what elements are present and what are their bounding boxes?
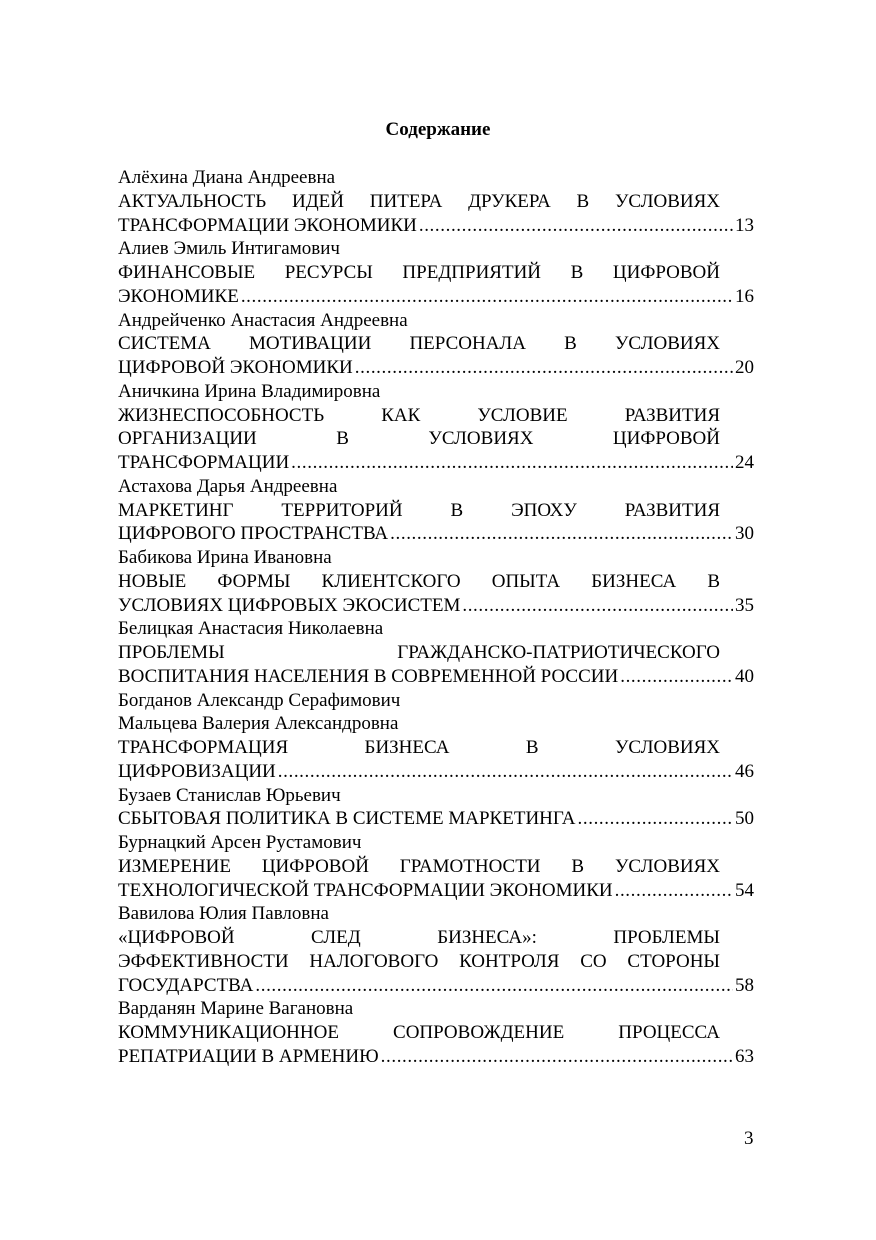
toc-entry-final-line <box>118 356 754 380</box>
toc-entry[interactable] <box>118 237 754 308</box>
dot-leader <box>241 285 733 309</box>
dot-leader <box>355 356 733 380</box>
toc-entry-title-line: СБЫТОВАЯ ПОЛИТИКА В СИСТЕМЕ МАРКЕТИНГА <box>118 808 576 830</box>
toc-entry-author: Аничкина Ирина Владимировна <box>118 380 381 402</box>
toc-entry-page-number: 58 <box>735 974 754 996</box>
toc-entry[interactable] <box>118 546 754 617</box>
dot-leader <box>390 522 733 546</box>
toc-entry-title-line: ИЗМЕРЕНИЕ ЦИФРОВОЙ ГРАМОТНОСТИ В УСЛОВИЯХ <box>118 855 720 877</box>
dot-leader <box>255 974 733 998</box>
toc-entry[interactable] <box>118 831 754 902</box>
toc-entry-title-line: НОВЫЕ ФОРМЫ КЛИЕНТСКОГО ОПЫТА БИЗНЕСА В <box>118 570 720 592</box>
toc-entry-page-number: 13 <box>735 214 754 236</box>
toc-entry-title-line: ПРОБЛЕМЫ ГРАЖДАНСКО-ПАТРИОТИЧЕСКОГО <box>118 642 720 663</box>
toc-entry-page-number: 24 <box>735 452 754 473</box>
toc-entry-final-line <box>118 214 754 238</box>
toc-entry-title-line: АКТУАЛЬНОСТЬ ИДЕЙ ПИТЕРА ДРУКЕРА В УСЛОВИЯХ <box>118 190 720 212</box>
toc-entry-author: Алиев Эмиль Интигамович <box>118 238 340 260</box>
toc-entry-title-line: ТРАНСФОРМАЦИИ ЭКОНОМИКИ <box>118 214 417 236</box>
toc-entry-author: Бузаев Станислав Юрьевич <box>118 784 341 806</box>
toc-entry-final-line <box>118 879 754 903</box>
toc-entry-page-number: 54 <box>735 879 754 901</box>
dot-leader <box>620 665 733 689</box>
dot-leader <box>462 594 733 618</box>
toc-entry-final-line <box>118 974 754 998</box>
toc-entry-title-line: ФИНАНСОВЫЕ РЕСУРСЫ ПРЕДПРИЯТИЙ В ЦИФРОВОЙ <box>118 262 720 283</box>
toc-entry-title-line: РЕПАТРИАЦИИ В АРМЕНИЮ <box>118 1045 379 1067</box>
toc-entry-author: Астахова Дарья Андреевна <box>118 475 338 497</box>
toc-entry-page-number: 30 <box>735 523 754 545</box>
toc-entry[interactable] <box>118 309 754 380</box>
table-of-contents <box>118 166 754 1069</box>
toc-entry-final-line <box>118 1045 754 1069</box>
toc-entry-author: Бабикова Ирина Ивановна <box>118 547 332 568</box>
toc-entry-final-line <box>118 522 754 546</box>
toc-entry-title-line: ГОСУДАРСТВА <box>118 974 254 996</box>
dot-leader <box>419 214 733 238</box>
toc-entry-title-line: ТРАНСФОРМАЦИИ <box>118 452 290 473</box>
toc-entry-page-number: 20 <box>735 357 754 378</box>
toc-entry-author: Алёхина Диана Андреевна <box>118 167 336 188</box>
toc-entry[interactable] <box>118 475 754 546</box>
toc-entry[interactable] <box>118 380 754 475</box>
toc-entry-page-number: 16 <box>735 285 754 307</box>
toc-entry-title-line: «ЦИФРОВОЙ СЛЕД БИЗНЕСА»: ПРОБЛЕМЫ <box>118 927 720 948</box>
toc-entry[interactable] <box>118 784 754 832</box>
toc-entry-page-number: 46 <box>735 760 754 782</box>
toc-entry[interactable] <box>118 997 754 1068</box>
toc-entry-page-number: 63 <box>735 1045 754 1067</box>
toc-entry-title-line: ЭКОНОМИКЕ <box>118 285 239 307</box>
toc-entry-author: Бурнацкий Арсен Рустамович <box>118 832 362 853</box>
toc-entry-final-line <box>118 807 754 831</box>
toc-entry-final-line <box>118 665 754 689</box>
page-number: 3 <box>744 1128 754 1149</box>
toc-entry-title-line: ЖИЗНЕСПОСОБНОСТЬ КАК УСЛОВИЕ РАЗВИТИЯ <box>118 404 720 426</box>
toc-entry-final-line <box>118 285 754 309</box>
dot-leader <box>381 1045 733 1069</box>
toc-entry-title-line: ЦИФРОВИЗАЦИИ <box>118 760 276 782</box>
toc-entry-title-line: СИСТЕМА МОТИВАЦИИ ПЕРСОНАЛА В УСЛОВИЯХ <box>118 333 720 355</box>
toc-entry-title-line: ТРАНСФОРМАЦИЯ БИЗНЕСА В УСЛОВИЯХ <box>118 737 720 758</box>
toc-entry-title-line: ЭФФЕКТИВНОСТИ НАЛОГОВОГО КОНТРОЛЯ СО СТОРОНЫ <box>118 950 720 972</box>
toc-entry-title-line: ЦИФРОВОГО ПРОСТРАНСТВА <box>118 523 389 545</box>
dot-leader <box>615 879 733 903</box>
dot-leader <box>578 807 733 831</box>
toc-entry[interactable] <box>118 689 754 784</box>
toc-entry-title-line: ВОСПИТАНИЯ НАСЕЛЕНИЯ В СОВРЕМЕННОЙ РОССИИ <box>118 665 619 687</box>
dot-leader <box>278 760 733 784</box>
toc-entry-final-line <box>118 451 754 475</box>
toc-entry-title-line: ТЕХНОЛОГИЧЕСКОЙ ТРАНСФОРМАЦИИ ЭКОНОМИКИ <box>118 879 613 901</box>
toc-entry-author: Богданов Александр Серафимович <box>118 689 401 711</box>
toc-entry-title-line: КОММУНИКАЦИОННОЕ СОПРОВОЖДЕНИЕ ПРОЦЕССА <box>118 1022 720 1043</box>
toc-entry-author: Мальцева Валерия Александровна <box>118 713 399 735</box>
dot-leader <box>291 451 733 475</box>
toc-entry-author: Вавилова Юлия Павловна <box>118 903 329 925</box>
toc-entry-page-number: 40 <box>735 665 754 687</box>
toc-entry[interactable] <box>118 902 754 997</box>
toc-entry-author: Андрейченко Анастасия Андреевна <box>118 309 408 331</box>
toc-entry[interactable] <box>118 166 754 237</box>
toc-entry-author: Белицкая Анастасия Николаевна <box>118 618 384 640</box>
toc-entry-final-line <box>118 760 754 784</box>
toc-entry-title-line: УСЛОВИЯХ ЦИФРОВЫХ ЭКОСИСТЕМ <box>118 594 461 616</box>
toc-entry-page-number: 50 <box>735 808 754 830</box>
toc-entry-author: Варданян Марине Вагановна <box>118 998 354 1020</box>
toc-entry-final-line <box>118 594 754 618</box>
toc-entry-title-line: МАРКЕТИНГ ТЕРРИТОРИЙ В ЭПОХУ РАЗВИТИЯ <box>118 499 720 521</box>
toc-entry[interactable] <box>118 617 754 688</box>
toc-entry-page-number: 35 <box>735 594 754 616</box>
toc-entry-title-line: ОРГАНИЗАЦИИ В УСЛОВИЯХ ЦИФРОВОЙ <box>118 428 720 450</box>
page-title: Содержание <box>385 119 491 140</box>
toc-entry-title-line: ЦИФРОВОЙ ЭКОНОМИКИ <box>118 357 353 378</box>
